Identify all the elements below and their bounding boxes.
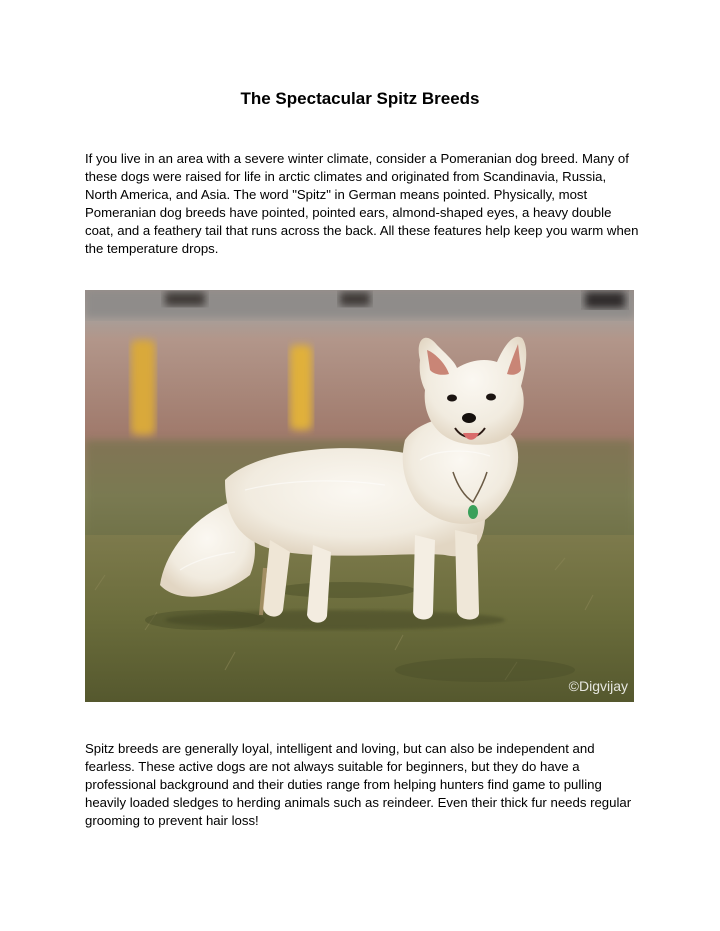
- paragraph-intro: If you live in an area with a severe winter climate, consider a Pomeranian dog breed. Many of these dogs were raised for life in arctic climates and originated from Scandinavia, Russia, North America, and Asia. The word "Spitz" in German means pointed. Physically, most Pomeranian dog breeds have pointed, pointed ears, almond-shaped eyes, a heavy double coat, and a feathery tail that runs across the back. All these features help keep you warm when the temperature drops.: [85, 151, 639, 256]
- document-title: The Spectacular Spitz Breeds: [240, 89, 480, 108]
- spitz-dog-image: [85, 290, 634, 702]
- dog-photo: [85, 290, 634, 702]
- photo-watermark: ©Digvijay: [568, 678, 628, 694]
- paragraph-traits: Spitz breeds are generally loyal, intelligent and loving, but can also be independent and fearless. These active dogs are not always suitable for beginners, but they do have a professional background and their duties range from helping hunters find game to pulling heavily loaded sledges to herding animals such as reindeer. Even their thick fur needs regular grooming to prevent hair loss!: [85, 741, 632, 828]
